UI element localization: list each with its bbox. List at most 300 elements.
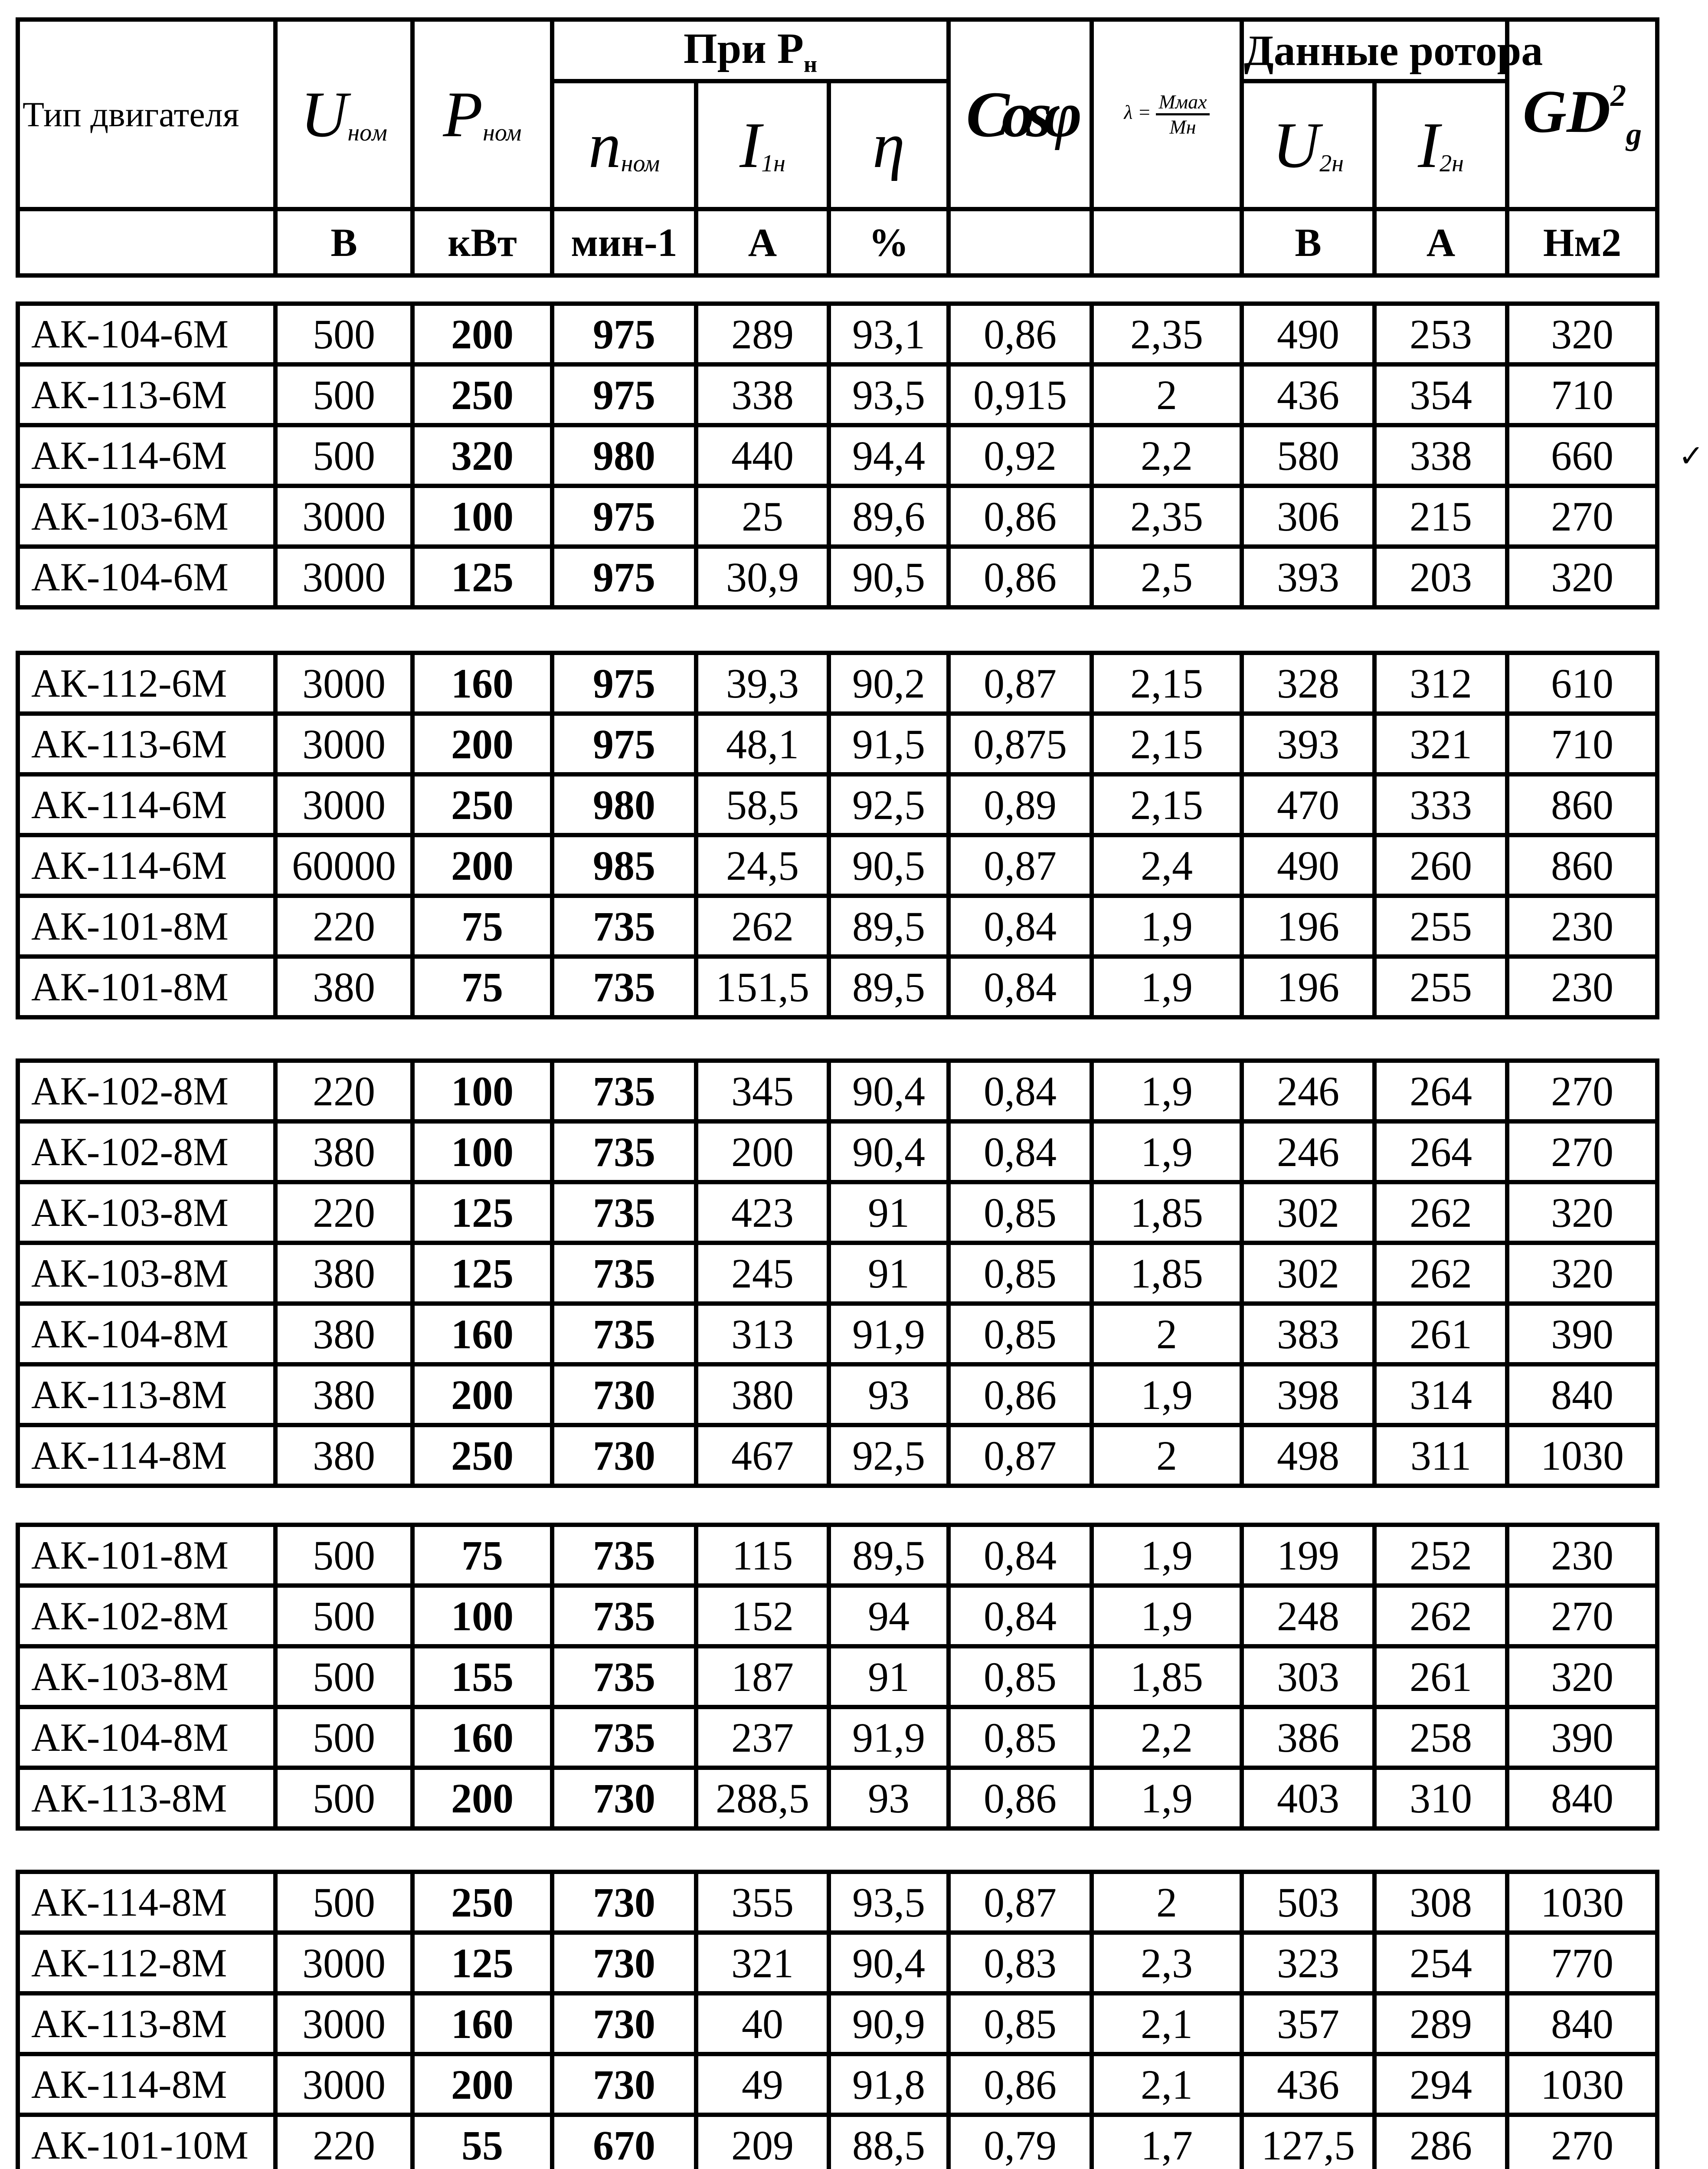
- value-cell: 380: [275, 1364, 412, 1425]
- value-cell: 270: [1507, 1061, 1657, 1121]
- value-cell: 92,5: [829, 1425, 949, 1486]
- value-cell: 152: [696, 1586, 829, 1646]
- value-cell: 302: [1242, 1243, 1374, 1304]
- value-cell: 55: [412, 2115, 552, 2169]
- value-cell: 306: [1242, 486, 1374, 547]
- value-cell: 89,5: [829, 896, 949, 957]
- value-cell: 196: [1242, 896, 1374, 957]
- header-group-at-pn: При $Р_н$: [552, 20, 949, 81]
- value-cell: 262: [696, 896, 829, 957]
- motor-type-cell: АК-103-6М: [18, 486, 275, 547]
- value-cell: 0,87: [949, 835, 1092, 896]
- value-cell: 730: [552, 1768, 696, 1828]
- value-cell: 0,86: [949, 486, 1092, 547]
- motor-type-cell: АК-103-8М: [18, 1646, 275, 1707]
- value-cell: 1,9: [1092, 1768, 1242, 1828]
- unit-cell: %: [829, 209, 949, 275]
- value-cell: 155: [412, 1646, 552, 1707]
- value-cell: 403: [1242, 1768, 1374, 1828]
- table-row: [18, 1425, 1657, 1486]
- value-cell: 100: [412, 1121, 552, 1182]
- unit-cell: В: [1242, 209, 1374, 275]
- value-cell: 89,6: [829, 486, 949, 547]
- motor-type-cell: АК-104-8М: [18, 1707, 275, 1768]
- value-cell: 735: [552, 1646, 696, 1707]
- value-cell: 860: [1507, 835, 1657, 896]
- table-row: [18, 1364, 1657, 1425]
- value-cell: 1,9: [1092, 1586, 1242, 1646]
- value-cell: 498: [1242, 1425, 1374, 1486]
- unit-cell: [949, 209, 1092, 275]
- value-cell: 91,9: [829, 1304, 949, 1364]
- value-cell: 1,9: [1092, 896, 1242, 957]
- motor-type-cell: АК-114-6М: [18, 774, 275, 835]
- value-cell: 730: [552, 1993, 696, 2054]
- value-cell: 88,5: [829, 2115, 949, 2169]
- value-cell: 253: [1374, 304, 1507, 364]
- value-cell: 398: [1242, 1364, 1374, 1425]
- value-cell: 735: [552, 1061, 696, 1121]
- value-cell: 2,35: [1092, 304, 1242, 364]
- value-cell: 258: [1374, 1707, 1507, 1768]
- value-cell: 840: [1507, 1364, 1657, 1425]
- value-cell: 390: [1507, 1304, 1657, 1364]
- header-cos-phi: Cosφ: [949, 20, 1092, 209]
- header-i-1n: $I_{1н}$: [696, 81, 829, 209]
- value-cell: 975: [552, 714, 696, 774]
- value-cell: 39,3: [696, 653, 829, 714]
- value-cell: 380: [275, 1425, 412, 1486]
- header-gd: $GD^2_g$: [1507, 20, 1657, 209]
- motor-type-cell: АК-102-8М: [18, 1061, 275, 1121]
- value-cell: 320: [412, 425, 552, 486]
- value-cell: 0,89: [949, 774, 1092, 835]
- value-cell: 1030: [1507, 1425, 1657, 1486]
- value-cell: 100: [412, 1061, 552, 1121]
- value-cell: 0,84: [949, 1525, 1092, 1586]
- value-cell: 338: [1374, 425, 1507, 486]
- value-cell: 286: [1374, 2115, 1507, 2169]
- value-cell: 264: [1374, 1061, 1507, 1121]
- value-cell: 187: [696, 1646, 829, 1707]
- motor-type-cell: АК-103-8М: [18, 1182, 275, 1243]
- value-cell: 735: [552, 957, 696, 1017]
- table-row: [18, 304, 1657, 364]
- value-cell: 730: [552, 1872, 696, 1933]
- value-cell: 390: [1507, 1707, 1657, 1768]
- value-cell: 250: [412, 774, 552, 835]
- value-cell: 500: [275, 1646, 412, 1707]
- motor-type-cell: АК-104-8М: [18, 1304, 275, 1364]
- table-row: [18, 835, 1657, 896]
- value-cell: 860: [1507, 774, 1657, 835]
- value-cell: 93,5: [829, 364, 949, 425]
- value-cell: 2,15: [1092, 653, 1242, 714]
- value-cell: 90,9: [829, 1993, 949, 2054]
- motor-type-cell: АК-113-8М: [18, 1768, 275, 1828]
- value-cell: 0,87: [949, 1425, 1092, 1486]
- value-cell: 1,9: [1092, 1525, 1242, 1586]
- header-u-nom: $U_{нoм}$: [275, 20, 412, 209]
- value-cell: 423: [696, 1182, 829, 1243]
- value-cell: 503: [1242, 1872, 1374, 1933]
- header-n-nom: $n_{ном}$: [552, 81, 696, 209]
- value-cell: 100: [412, 486, 552, 547]
- motor-type-cell: АК-112-8М: [18, 1933, 275, 1993]
- motor-type-cell: АК-103-8М: [18, 1243, 275, 1304]
- motor-type-cell: АК-101-8М: [18, 1525, 275, 1586]
- value-cell: 270: [1507, 486, 1657, 547]
- motor-type-cell: АК-112-6М: [18, 653, 275, 714]
- value-cell: 735: [552, 1525, 696, 1586]
- value-cell: 90,5: [829, 835, 949, 896]
- value-cell: 735: [552, 1586, 696, 1646]
- value-cell: 93,5: [829, 1872, 949, 1933]
- value-cell: 500: [275, 304, 412, 364]
- value-cell: 436: [1242, 364, 1374, 425]
- value-cell: 115: [696, 1525, 829, 1586]
- value-cell: 320: [1507, 1243, 1657, 1304]
- value-cell: 735: [552, 1304, 696, 1364]
- value-cell: 2,2: [1092, 425, 1242, 486]
- table-row: [18, 1993, 1657, 2054]
- value-cell: 91,8: [829, 2054, 949, 2115]
- value-cell: 262: [1374, 1243, 1507, 1304]
- value-cell: 314: [1374, 1364, 1507, 1425]
- value-cell: 40: [696, 1993, 829, 2054]
- value-cell: 380: [275, 957, 412, 1017]
- value-cell: 730: [552, 1425, 696, 1486]
- motor-type-cell: АК-102-8М: [18, 1586, 275, 1646]
- unit-cell: А: [1374, 209, 1507, 275]
- value-cell: 580: [1242, 425, 1374, 486]
- value-cell: 735: [552, 1182, 696, 1243]
- value-cell: 0,875: [949, 714, 1092, 774]
- value-cell: 289: [696, 304, 829, 364]
- value-cell: 294: [1374, 2054, 1507, 2115]
- value-cell: 3000: [275, 486, 412, 547]
- value-cell: 2,1: [1092, 2054, 1242, 2115]
- header-eta: η: [829, 81, 949, 209]
- value-cell: 237: [696, 1707, 829, 1768]
- motor-type-cell: АК-114-8М: [18, 2054, 275, 2115]
- data-group: [16, 301, 1659, 609]
- value-cell: 328: [1242, 653, 1374, 714]
- value-cell: 730: [552, 1933, 696, 1993]
- unit-cell: Нм2: [1507, 209, 1657, 275]
- value-cell: 255: [1374, 957, 1507, 1017]
- value-cell: 209: [696, 2115, 829, 2169]
- value-cell: 975: [552, 486, 696, 547]
- value-cell: 230: [1507, 957, 1657, 1017]
- motor-type-cell: АК-104-6М: [18, 304, 275, 364]
- value-cell: 357: [1242, 1993, 1374, 2054]
- value-cell: 0,92: [949, 425, 1092, 486]
- value-cell: 0,83: [949, 1933, 1092, 1993]
- value-cell: 200: [412, 1364, 552, 1425]
- value-cell: 203: [1374, 547, 1507, 607]
- value-cell: 610: [1507, 653, 1657, 714]
- value-cell: 345: [696, 1061, 829, 1121]
- value-cell: 220: [275, 1182, 412, 1243]
- value-cell: 125: [412, 1933, 552, 1993]
- value-cell: 270: [1507, 1586, 1657, 1646]
- value-cell: 93: [829, 1364, 949, 1425]
- value-cell: 0,85: [949, 1304, 1092, 1364]
- value-cell: 2,5: [1092, 547, 1242, 607]
- value-cell: 302: [1242, 1182, 1374, 1243]
- table-row: [18, 1768, 1657, 1828]
- table-row: [18, 2054, 1657, 2115]
- table-row: [18, 1646, 1657, 1707]
- value-cell: 0,84: [949, 1121, 1092, 1182]
- value-cell: 100: [412, 1586, 552, 1646]
- value-cell: 90,4: [829, 1061, 949, 1121]
- motor-type-cell: АК-102-8М: [18, 1121, 275, 1182]
- value-cell: 0,85: [949, 1182, 1092, 1243]
- value-cell: 2,35: [1092, 486, 1242, 547]
- value-cell: 261: [1374, 1646, 1507, 1707]
- value-cell: 289: [1374, 1993, 1507, 2054]
- value-cell: 200: [412, 835, 552, 896]
- value-cell: 355: [696, 1872, 829, 1933]
- header-type: Тип двигателя: [18, 20, 275, 209]
- value-cell: 393: [1242, 714, 1374, 774]
- value-cell: 393: [1242, 547, 1374, 607]
- value-cell: 840: [1507, 1993, 1657, 2054]
- value-cell: 730: [552, 2054, 696, 2115]
- table-row: [18, 1304, 1657, 1364]
- value-cell: 380: [275, 1121, 412, 1182]
- value-cell: 220: [275, 1061, 412, 1121]
- value-cell: 386: [1242, 1707, 1374, 1768]
- value-cell: 250: [412, 1872, 552, 1933]
- value-cell: 380: [275, 1243, 412, 1304]
- value-cell: 0,85: [949, 1993, 1092, 2054]
- value-cell: 246: [1242, 1061, 1374, 1121]
- header-u-2n: $U_{2н}$: [1242, 81, 1374, 209]
- value-cell: 3000: [275, 547, 412, 607]
- unit-cell-empty: [18, 209, 275, 275]
- value-cell: 1,9: [1092, 957, 1242, 1017]
- value-cell: 248: [1242, 1586, 1374, 1646]
- value-cell: 93: [829, 1768, 949, 1828]
- motor-type-cell: АК-114-8М: [18, 1425, 275, 1486]
- value-cell: 2,1: [1092, 1993, 1242, 2054]
- value-cell: 2,15: [1092, 714, 1242, 774]
- value-cell: 312: [1374, 653, 1507, 714]
- value-cell: 24,5: [696, 835, 829, 896]
- value-cell: 470: [1242, 774, 1374, 835]
- table-row: [18, 774, 1657, 835]
- value-cell: 3000: [275, 1933, 412, 1993]
- value-cell: 2,4: [1092, 835, 1242, 896]
- value-cell: 58,5: [696, 774, 829, 835]
- value-cell: 250: [412, 1425, 552, 1486]
- value-cell: 500: [275, 1707, 412, 1768]
- data-group: [16, 1523, 1659, 1831]
- table-row: [18, 1243, 1657, 1304]
- motor-type-cell: АК-101-8М: [18, 896, 275, 957]
- value-cell: 735: [552, 1243, 696, 1304]
- table-row: [18, 653, 1657, 714]
- value-cell: 90,5: [829, 547, 949, 607]
- value-cell: 125: [412, 547, 552, 607]
- value-cell: 0,915: [949, 364, 1092, 425]
- value-cell: 2: [1092, 364, 1242, 425]
- value-cell: 0,87: [949, 653, 1092, 714]
- value-cell: 2,3: [1092, 1933, 1242, 1993]
- value-cell: 160: [412, 1993, 552, 2054]
- value-cell: 1030: [1507, 1872, 1657, 1933]
- value-cell: 220: [275, 2115, 412, 2169]
- header-p-nom: $P_{ном}$: [412, 20, 552, 209]
- value-cell: 3000: [275, 774, 412, 835]
- value-cell: 735: [552, 1707, 696, 1768]
- value-cell: 230: [1507, 1525, 1657, 1586]
- value-cell: 255: [1374, 896, 1507, 957]
- value-cell: 354: [1374, 364, 1507, 425]
- value-cell: 0,79: [949, 2115, 1092, 2169]
- value-cell: 90,4: [829, 1121, 949, 1182]
- table-row: [18, 1707, 1657, 1768]
- value-cell: 500: [275, 1586, 412, 1646]
- motor-type-cell: АК-101-8М: [18, 957, 275, 1017]
- value-cell: 975: [552, 364, 696, 425]
- value-cell: 200: [696, 1121, 829, 1182]
- value-cell: 125: [412, 1243, 552, 1304]
- table-row: [18, 1872, 1657, 1933]
- value-cell: 985: [552, 835, 696, 896]
- value-cell: 0,86: [949, 1364, 1092, 1425]
- header-rotor-data: Данные ротора: [1242, 20, 1507, 81]
- value-cell: 1030: [1507, 2054, 1657, 2115]
- value-cell: 246: [1242, 1121, 1374, 1182]
- value-cell: 2: [1092, 1425, 1242, 1486]
- value-cell: 975: [552, 547, 696, 607]
- value-cell: 90,4: [829, 1933, 949, 1993]
- value-cell: 2,2: [1092, 1707, 1242, 1768]
- value-cell: 436: [1242, 2054, 1374, 2115]
- value-cell: 0,86: [949, 2054, 1092, 2115]
- value-cell: 91,9: [829, 1707, 949, 1768]
- value-cell: 260: [1374, 835, 1507, 896]
- value-cell: 1,85: [1092, 1182, 1242, 1243]
- value-cell: 770: [1507, 1933, 1657, 1993]
- value-cell: 0,84: [949, 1061, 1092, 1121]
- value-cell: 220: [275, 896, 412, 957]
- motor-type-cell: АК-114-6М: [18, 835, 275, 896]
- header-i-2n: $I_{2н}$: [1374, 81, 1507, 209]
- motor-type-cell: АК-113-6М: [18, 714, 275, 774]
- value-cell: 30,9: [696, 547, 829, 607]
- table-row: [18, 1586, 1657, 1646]
- value-cell: 0,86: [949, 1768, 1092, 1828]
- value-cell: 200: [412, 714, 552, 774]
- value-cell: 160: [412, 653, 552, 714]
- data-group: [16, 1870, 1659, 2169]
- value-cell: 0,84: [949, 957, 1092, 1017]
- value-cell: 94,4: [829, 425, 949, 486]
- value-cell: 380: [275, 1304, 412, 1364]
- value-cell: 264: [1374, 1121, 1507, 1182]
- data-group: [16, 1058, 1659, 1488]
- value-cell: 91: [829, 1646, 949, 1707]
- value-cell: 0,85: [949, 1243, 1092, 1304]
- value-cell: 660: [1507, 425, 1657, 486]
- value-cell: 0,86: [949, 304, 1092, 364]
- motor-type-cell: АК-104-6М: [18, 547, 275, 607]
- value-cell: 0,85: [949, 1707, 1092, 1768]
- value-cell: 313: [696, 1304, 829, 1364]
- value-cell: 1,85: [1092, 1646, 1242, 1707]
- value-cell: 670: [552, 2115, 696, 2169]
- value-cell: 321: [696, 1933, 829, 1993]
- value-cell: 125: [412, 1182, 552, 1243]
- table-row: [18, 364, 1657, 425]
- value-cell: 3000: [275, 714, 412, 774]
- value-cell: 735: [552, 1121, 696, 1182]
- table-header: [16, 17, 1659, 278]
- unit-cell: А: [696, 209, 829, 275]
- value-cell: 320: [1507, 304, 1657, 364]
- value-cell: 710: [1507, 714, 1657, 774]
- value-cell: 310: [1374, 1768, 1507, 1828]
- value-cell: 467: [696, 1425, 829, 1486]
- motor-type-cell: АК-113-8М: [18, 1993, 275, 2054]
- unit-cell: В: [275, 209, 412, 275]
- value-cell: 308: [1374, 1872, 1507, 1933]
- value-cell: 250: [412, 364, 552, 425]
- value-cell: 500: [275, 425, 412, 486]
- table-row: [18, 2115, 1657, 2169]
- value-cell: 200: [412, 2054, 552, 2115]
- value-cell: 975: [552, 304, 696, 364]
- motor-type-cell: АК-101-10М: [18, 2115, 275, 2169]
- value-cell: 0,87: [949, 1872, 1092, 1933]
- value-cell: 25: [696, 486, 829, 547]
- unit-cell: мин-1: [552, 209, 696, 275]
- value-cell: 1,9: [1092, 1061, 1242, 1121]
- table-row: [18, 1061, 1657, 1121]
- value-cell: 90,2: [829, 653, 949, 714]
- table-row: [18, 896, 1657, 957]
- table-row: [18, 1182, 1657, 1243]
- value-cell: 89,5: [829, 1525, 949, 1586]
- value-cell: 288,5: [696, 1768, 829, 1828]
- value-cell: 160: [412, 1304, 552, 1364]
- value-cell: 0,84: [949, 896, 1092, 957]
- check-mark: ✓: [1679, 440, 1704, 473]
- value-cell: 0,86: [949, 547, 1092, 607]
- value-cell: 333: [1374, 774, 1507, 835]
- value-cell: 160: [412, 1707, 552, 1768]
- value-cell: 338: [696, 364, 829, 425]
- value-cell: 321: [1374, 714, 1507, 774]
- value-cell: 49: [696, 2054, 829, 2115]
- value-cell: 1,85: [1092, 1243, 1242, 1304]
- value-cell: 490: [1242, 835, 1374, 896]
- value-cell: 94: [829, 1586, 949, 1646]
- value-cell: 262: [1374, 1586, 1507, 1646]
- table-row: [18, 486, 1657, 547]
- value-cell: 93,1: [829, 304, 949, 364]
- value-cell: 2,15: [1092, 774, 1242, 835]
- value-cell: 975: [552, 653, 696, 714]
- value-cell: 500: [275, 1872, 412, 1933]
- table-row: [18, 547, 1657, 607]
- value-cell: 89,5: [829, 957, 949, 1017]
